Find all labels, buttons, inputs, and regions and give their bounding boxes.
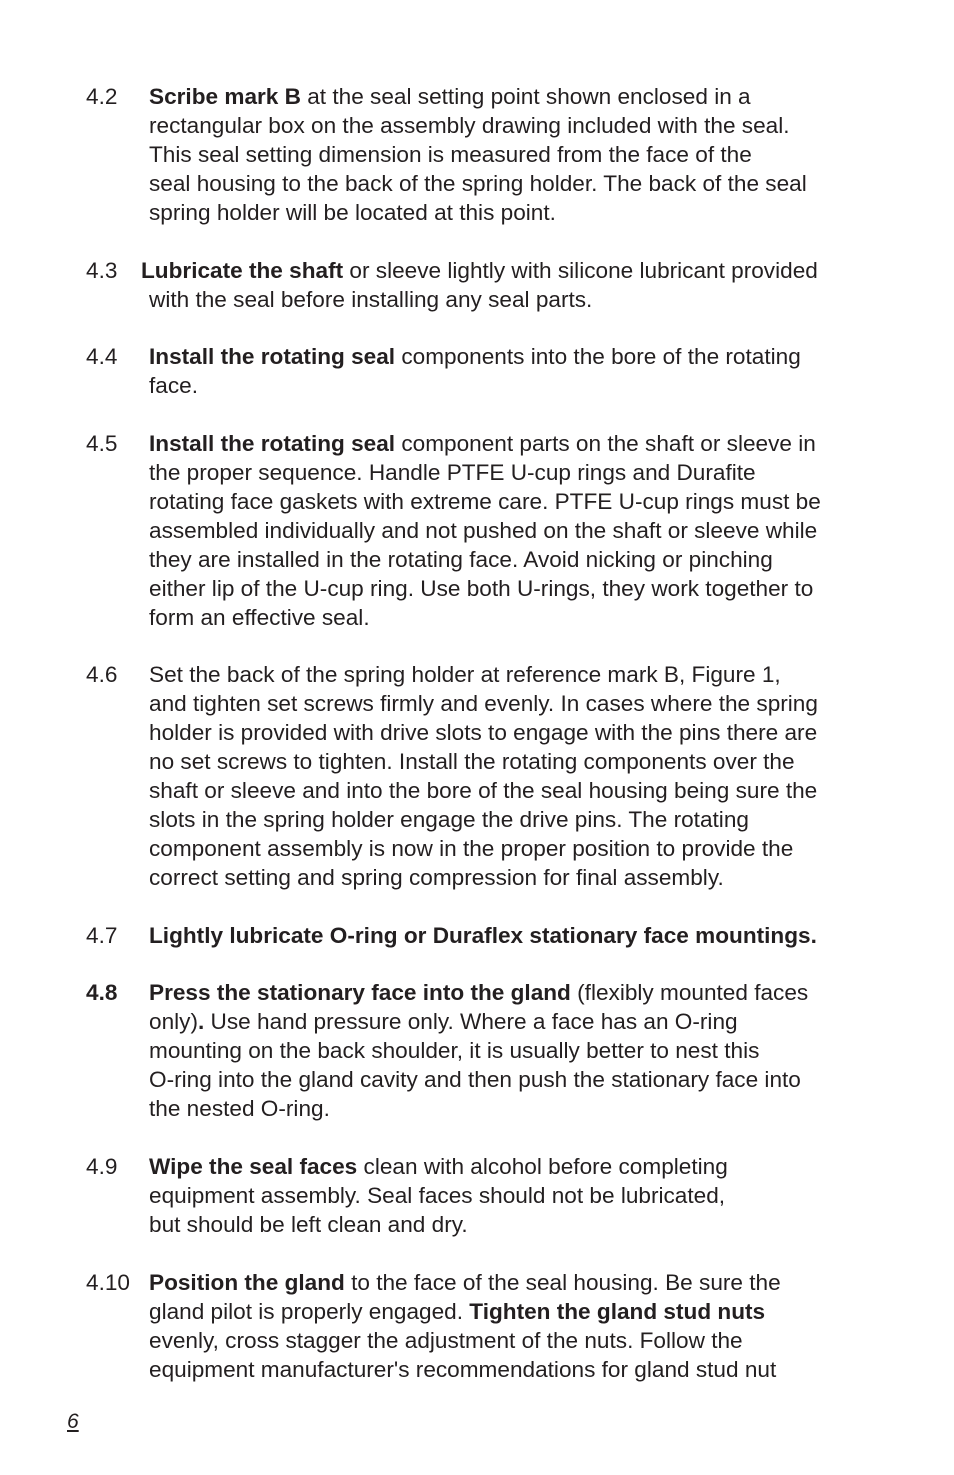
section-line: seal housing to the back of the spring holder. The back of the seal: [149, 171, 807, 196]
section-line: mounting on the back shoulder, it is usually better to nest this: [149, 1038, 760, 1063]
section-line: This seal setting dimension is measured from the face of the: [149, 142, 752, 167]
section-line: [149, 978, 949, 1007]
section-line: O-ring into the gland cavity and then push the stationary face into: [149, 1067, 801, 1092]
section-4-6: [86, 660, 886, 892]
section-line: face.: [149, 373, 198, 398]
section-line: shaft or sleeve and into the bore of the seal housing being sure the: [149, 778, 818, 803]
section-number: 4.2: [86, 84, 118, 109]
section-heading: Press the stationary face into the gland: [149, 980, 571, 1005]
section-text: components into the bore of the rotating: [395, 344, 801, 369]
page-number: 6: [67, 1410, 79, 1433]
section-line: either lip of the U-cup ring. Use both U-rings, they work together to: [149, 576, 814, 601]
section-text: Use hand pressure only. Where a face has an O-ring: [204, 1009, 738, 1034]
section-line: [149, 921, 949, 950]
section-line: with the seal before installing any seal parts.: [149, 287, 593, 312]
section-line: [141, 256, 941, 285]
section-heading: Lightly lubricate O-ring or Duraflex stationary face mountings.: [149, 923, 817, 948]
section-number: 4.5: [86, 431, 118, 456]
section-line: evenly, cross stagger the adjustment of the nuts. Follow the: [149, 1328, 743, 1353]
section-line: [149, 1152, 949, 1181]
section-4-4: [86, 342, 886, 400]
section-text: component parts on the shaft or sleeve in: [395, 431, 816, 456]
section-4-8: [86, 978, 886, 1123]
section-number: 4.10: [86, 1270, 130, 1295]
section-line: correct setting and spring compression for final assembly.: [149, 865, 724, 890]
section-4-3: [86, 256, 886, 314]
section-heading: Install the rotating seal: [149, 344, 396, 369]
section-number: 4.8: [86, 980, 118, 1005]
section-line: [149, 82, 949, 111]
section-4-7: [86, 921, 886, 950]
section-line: rotating face gaskets with extreme care. PTFE U-cup rings must be: [149, 489, 821, 514]
section-line: [149, 342, 949, 371]
section-line: equipment assembly. Seal faces should not be lubricated,: [149, 1183, 726, 1208]
section-line: slots in the spring holder engage the drive pins. The rotating: [149, 807, 749, 832]
section-line: equipment manufacturer's recommendations for gland stud nut: [149, 1357, 777, 1382]
section-text: or sleeve lightly with silicone lubricant provided: [343, 258, 818, 283]
section-line: [149, 1007, 949, 1036]
section-text: (flexibly mounted faces: [570, 980, 809, 1005]
section-4-5: [86, 429, 886, 632]
section-number: 4.3: [86, 258, 118, 283]
section-line: assembled individually and not pushed on the shaft or sleeve while: [149, 518, 818, 543]
section-heading: Install the rotating seal: [149, 431, 396, 456]
section-4-10: [86, 1268, 886, 1384]
section-line: they are installed in the rotating face. Avoid nicking or pinching: [149, 547, 773, 572]
section-line: form an effective seal.: [149, 605, 370, 630]
section-line: no set screws to tighten. Install the rotating components over the: [149, 749, 795, 774]
section-line: and tighten set screws firmly and evenly. In cases where the spring: [149, 691, 818, 716]
section-heading: Position the gland: [149, 1270, 345, 1295]
section-number: 4.7: [86, 923, 118, 948]
section-number: 4.6: [86, 662, 118, 687]
section-4-2: [86, 82, 886, 227]
section-line: spring holder will be located at this point.: [149, 200, 556, 225]
section-text: clean with alcohol before completing: [357, 1154, 728, 1179]
section-line: but should be left clean and dry.: [149, 1212, 468, 1237]
section-text: gland pilot is properly engaged.: [149, 1299, 470, 1324]
section-line: the proper sequence. Handle PTFE U-cup rings and Durafite: [149, 460, 756, 485]
section-line: the nested O-ring.: [149, 1096, 330, 1121]
section-number: 4.9: [86, 1154, 118, 1179]
section-4-9: [86, 1152, 886, 1239]
section-heading: Wipe the seal faces: [149, 1154, 358, 1179]
section-line: rectangular box on the assembly drawing included with the seal.: [149, 113, 790, 138]
section-text: only): [149, 1009, 198, 1034]
section-text: to the face of the seal housing. Be sure the: [344, 1270, 781, 1295]
section-line: [149, 1268, 949, 1297]
section-text: at the seal setting point shown enclosed in a: [300, 84, 751, 109]
section-line: holder is provided with drive slots to engage with the pins there are: [149, 720, 818, 745]
section-line: [149, 1297, 949, 1326]
section-line: Set the back of the spring holder at reference mark B, Figure 1,: [149, 662, 781, 687]
section-number: 4.4: [86, 344, 118, 369]
section-line: component assembly is now in the proper position to provide the: [149, 836, 794, 861]
section-text-bold: .: [197, 1009, 205, 1034]
section-heading: Tighten the gland stud nuts: [469, 1299, 766, 1324]
section-line: [149, 429, 949, 458]
section-heading: Lubricate the shaft: [141, 258, 344, 283]
section-heading: Scribe mark B: [149, 84, 301, 109]
